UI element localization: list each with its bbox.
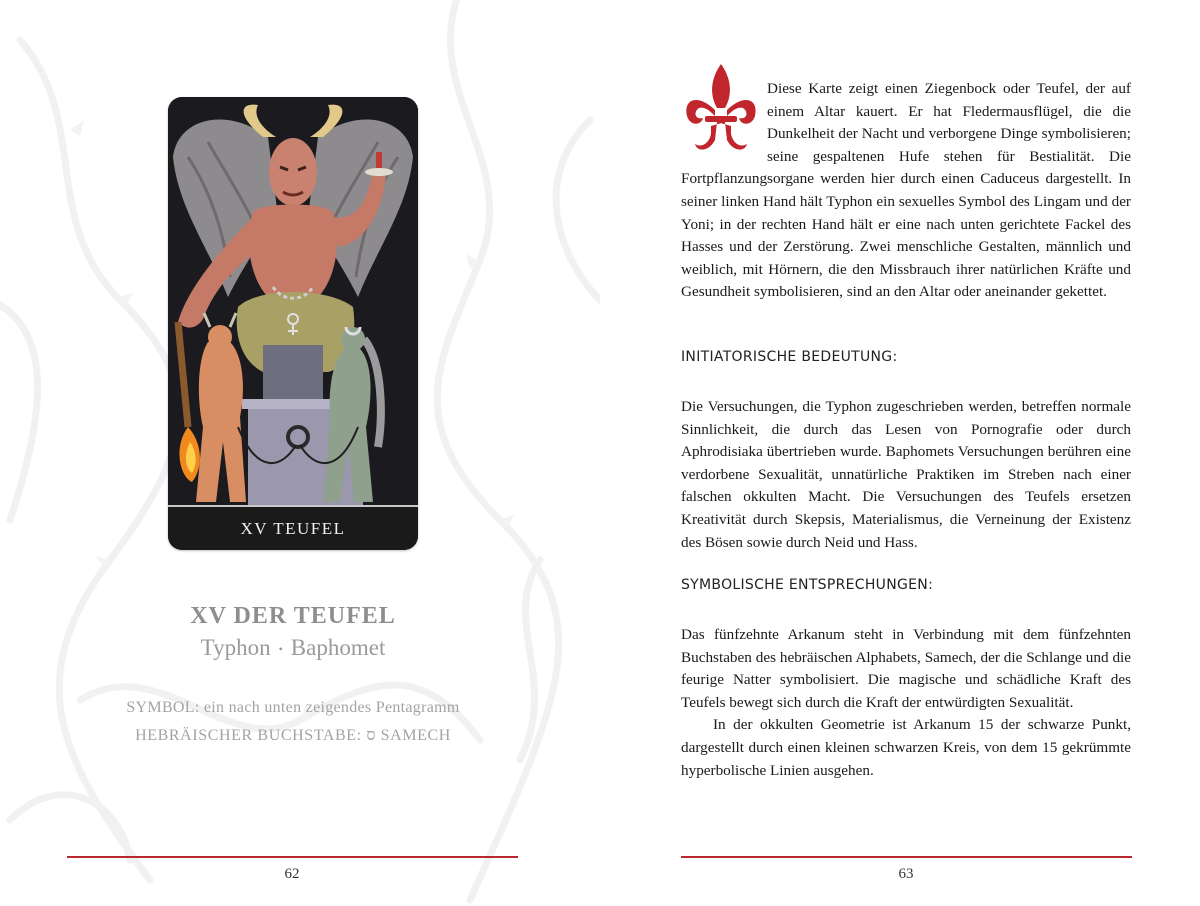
page-number-left: 62 (284, 866, 300, 882)
symbol-line: SYMBOL: ein nach unten zeigendes Pentagramm (126, 699, 460, 716)
intro-text: Diese Karte zeigt einen Ziegenbock oder Teufel, der auf einem Altar kauert. Er hat Fledermausflügel, die die Dunkelheit der Nacht und verborgene Dinge symbolisieren; seine gespaltenen Hufe stehen für Bestialität. Die Fortpflanzungsorgane werden hier durch einen Caduceus dargestellt. In seiner linken Hand hält Typhon ein sexuelles Symbol des Lingam und der Yoni; in der rechten Hand hält er eine nach unten gerichtete Fackel des Hasses und der Zerstörung. Zwei menschliche Gestalten, männlich und weiblich, mit Hörnern, die den Missbrauch ihrer natürlichen Kräfte und Gesundheit symbolisieren, sind an den Altar oder aneinander gekettet. (681, 80, 1131, 301)
initiatory-text: Die Versuchungen, die Typhon zugeschrieben werden, betreffen normale Sinnlichkeit, die durch das Lesen von Pornografie oder durch Aphrodisiaka übertrieben wurde. Baphomets Versuchungen berühren eine verdorbene Sexualität, unnatürliche Praktiken im Streben nach einer falschen okkulten Macht. Die Versuchungen des Teufels ersetzen Kreativität durch Skepsis, Materialismus, die Verneinung der Existenz des Bösen sowie durch Neid und Hass. (681, 398, 1131, 551)
tarot-card (168, 97, 418, 550)
symbolic-text-1: Das fünfzehnte Arkanum steht in Verbindung mit dem fünfzehnten Buchstaben des hebräischen Alphabets, Samech, der die Schlange und die feurige Natter symbolisiert. Die magische und schädliche Kraft des Teufels bewegt sich durch die Kraft der entwürdigten Sexualität. (681, 626, 1131, 711)
heading-initiatory: INITIATORISCHE BEDEUTUNG: (681, 349, 898, 365)
footer-rule-left (67, 856, 518, 858)
card-title: XV DER TEUFEL (190, 603, 396, 629)
initiatory-paragraph (681, 396, 1131, 554)
hebrew-letter-line: HEBRÄISCHER BUCHSTABE: ס SAMECH (135, 727, 451, 744)
devil-card-illustration (168, 97, 418, 507)
card-caption: XV TEUFEL (168, 505, 418, 550)
right-page (600, 0, 1200, 906)
intro-paragraph (681, 78, 1131, 304)
card-subtitle (100, 635, 486, 661)
symbolic-text-2: In der okkulten Geometrie ist Arkanum 15 der schwarze Punkt, dargestellt durch einen kleinen schwarzen Kreis, von dem 15 gekrümmte hyperbolische Linien ausgehen. (681, 716, 1131, 779)
symbolic-paragraph (681, 624, 1131, 782)
subtitle-baphomet: Baphomet (290, 635, 386, 660)
footer-rule-right (681, 856, 1132, 858)
subtitle-typhon: Typhon (200, 635, 271, 660)
subtitle-separator: • (278, 642, 283, 657)
page-number-right: 63 (898, 866, 914, 882)
heading-symbolic: SYMBOLISCHE ENTSPRECHUNGEN: (681, 577, 934, 593)
